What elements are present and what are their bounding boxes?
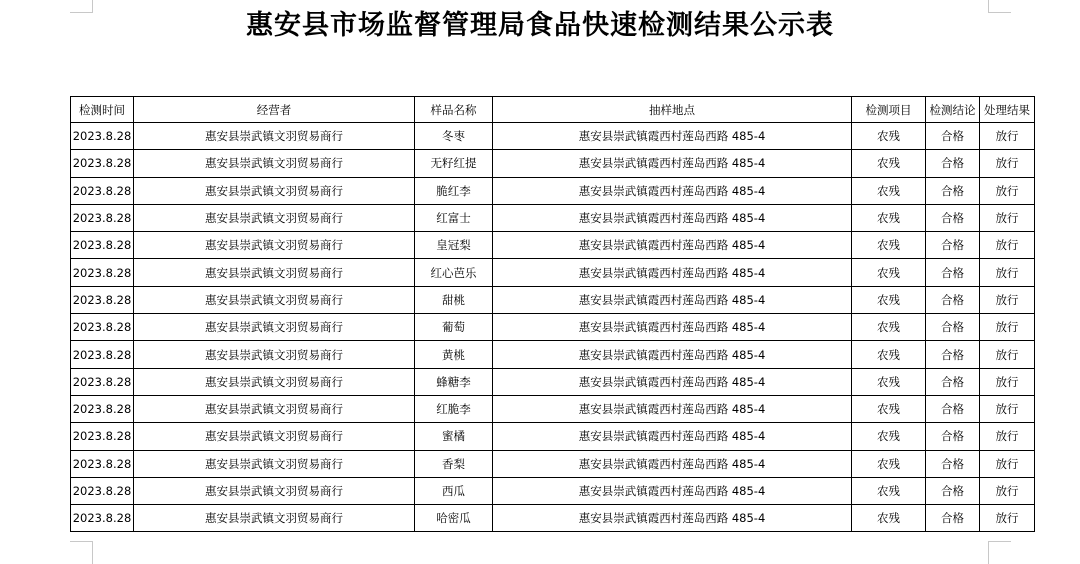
table-row xyxy=(71,259,1035,286)
cell-test-date: 2023.8.28 xyxy=(71,232,134,259)
cell-operator: 惠安县崇武镇文羽贸易商行 xyxy=(134,150,415,177)
cell-operator: 惠安县崇武镇文羽贸易商行 xyxy=(134,341,415,368)
cell-operator: 惠安县崇武镇文羽贸易商行 xyxy=(134,505,415,532)
cell-handling-result: 放行 xyxy=(980,286,1035,313)
cell-handling-result: 放行 xyxy=(980,259,1035,286)
cell-operator: 惠安县崇武镇文羽贸易商行 xyxy=(134,423,415,450)
header-row xyxy=(71,97,1035,123)
cell-sampling-location: 惠安县崇武镇霞西村莲岛西路 485-4 xyxy=(493,123,852,150)
table-row xyxy=(71,204,1035,231)
cell-test-conclusion: 合格 xyxy=(926,232,980,259)
cell-test-date: 2023.8.28 xyxy=(71,477,134,504)
table-row xyxy=(71,286,1035,313)
cell-test-date: 2023.8.28 xyxy=(71,204,134,231)
cell-handling-result: 放行 xyxy=(980,314,1035,341)
table-row xyxy=(71,423,1035,450)
cell-sample-name: 黄桃 xyxy=(415,341,493,368)
header-handling-result: 处理结果 xyxy=(980,97,1035,123)
cell-test-conclusion: 合格 xyxy=(926,177,980,204)
cell-operator: 惠安县崇武镇文羽贸易商行 xyxy=(134,450,415,477)
header-test-item: 检测项目 xyxy=(852,97,926,123)
cell-sampling-location: 惠安县崇武镇霞西村莲岛西路 485-4 xyxy=(493,450,852,477)
cell-handling-result: 放行 xyxy=(980,477,1035,504)
cell-operator: 惠安县崇武镇文羽贸易商行 xyxy=(134,286,415,313)
cell-sample-name: 脆红李 xyxy=(415,177,493,204)
cell-test-conclusion: 合格 xyxy=(926,395,980,422)
cell-test-item: 农残 xyxy=(852,286,926,313)
cell-handling-result: 放行 xyxy=(980,450,1035,477)
cell-operator: 惠安县崇武镇文羽贸易商行 xyxy=(134,204,415,231)
cell-sampling-location: 惠安县崇武镇霞西村莲岛西路 485-4 xyxy=(493,204,852,231)
cell-handling-result: 放行 xyxy=(980,177,1035,204)
cell-handling-result: 放行 xyxy=(980,232,1035,259)
table-body xyxy=(71,123,1035,532)
table-row xyxy=(71,232,1035,259)
cell-handling-result: 放行 xyxy=(980,395,1035,422)
header-test-conclusion: 检测结论 xyxy=(926,97,980,123)
cell-sample-name: 冬枣 xyxy=(415,123,493,150)
cell-test-date: 2023.8.28 xyxy=(71,150,134,177)
cell-sample-name: 西瓜 xyxy=(415,477,493,504)
cell-test-conclusion: 合格 xyxy=(926,123,980,150)
table-row xyxy=(71,314,1035,341)
cell-sample-name: 皇冠梨 xyxy=(415,232,493,259)
cell-test-date: 2023.8.28 xyxy=(71,286,134,313)
header-sample-name: 样品名称 xyxy=(415,97,493,123)
cell-test-conclusion: 合格 xyxy=(926,204,980,231)
cell-test-item: 农残 xyxy=(852,232,926,259)
cell-sample-name: 红脆李 xyxy=(415,395,493,422)
cell-test-item: 农残 xyxy=(852,505,926,532)
cell-sampling-location: 惠安县崇武镇霞西村莲岛西路 485-4 xyxy=(493,395,852,422)
cell-test-date: 2023.8.28 xyxy=(71,395,134,422)
cell-test-conclusion: 合格 xyxy=(926,314,980,341)
results-table xyxy=(70,96,1035,532)
header-test-date: 检测时间 xyxy=(71,97,134,123)
cell-test-conclusion: 合格 xyxy=(926,259,980,286)
table-row xyxy=(71,395,1035,422)
cell-test-date: 2023.8.28 xyxy=(71,505,134,532)
table-row xyxy=(71,150,1035,177)
cell-operator: 惠安县崇武镇文羽贸易商行 xyxy=(134,177,415,204)
cell-sample-name: 香梨 xyxy=(415,450,493,477)
cell-sample-name: 无籽红提 xyxy=(415,150,493,177)
table-header xyxy=(71,97,1035,123)
cell-test-item: 农残 xyxy=(852,423,926,450)
cell-test-item: 农残 xyxy=(852,150,926,177)
cell-test-item: 农残 xyxy=(852,123,926,150)
table-row xyxy=(71,450,1035,477)
cell-handling-result: 放行 xyxy=(980,368,1035,395)
cell-test-conclusion: 合格 xyxy=(926,450,980,477)
table-row xyxy=(71,341,1035,368)
cell-handling-result: 放行 xyxy=(980,341,1035,368)
cell-sample-name: 哈密瓜 xyxy=(415,505,493,532)
cell-operator: 惠安县崇武镇文羽贸易商行 xyxy=(134,123,415,150)
cell-test-date: 2023.8.28 xyxy=(71,423,134,450)
cell-test-item: 农残 xyxy=(852,341,926,368)
cell-sample-name: 蜜橘 xyxy=(415,423,493,450)
cell-sampling-location: 惠安县崇武镇霞西村莲岛西路 485-4 xyxy=(493,477,852,504)
cell-handling-result: 放行 xyxy=(980,423,1035,450)
cell-test-conclusion: 合格 xyxy=(926,505,980,532)
cell-test-date: 2023.8.28 xyxy=(71,259,134,286)
cell-operator: 惠安县崇武镇文羽贸易商行 xyxy=(134,314,415,341)
cell-test-conclusion: 合格 xyxy=(926,368,980,395)
cell-sampling-location: 惠安县崇武镇霞西村莲岛西路 485-4 xyxy=(493,286,852,313)
cell-sampling-location: 惠安县崇武镇霞西村莲岛西路 485-4 xyxy=(493,423,852,450)
cell-sampling-location: 惠安县崇武镇霞西村莲岛西路 485-4 xyxy=(493,232,852,259)
cell-test-conclusion: 合格 xyxy=(926,150,980,177)
cell-test-date: 2023.8.28 xyxy=(71,314,134,341)
header-sampling-location: 抽样地点 xyxy=(493,97,852,123)
cell-operator: 惠安县崇武镇文羽贸易商行 xyxy=(134,232,415,259)
cell-test-date: 2023.8.28 xyxy=(71,450,134,477)
cell-handling-result: 放行 xyxy=(980,150,1035,177)
cell-test-item: 农残 xyxy=(852,395,926,422)
cell-test-conclusion: 合格 xyxy=(926,341,980,368)
cell-sample-name: 蜂糖李 xyxy=(415,368,493,395)
cell-test-conclusion: 合格 xyxy=(926,286,980,313)
cell-test-conclusion: 合格 xyxy=(926,477,980,504)
cell-operator: 惠安县崇武镇文羽贸易商行 xyxy=(134,477,415,504)
cell-sampling-location: 惠安县崇武镇霞西村莲岛西路 485-4 xyxy=(493,341,852,368)
table-row xyxy=(71,368,1035,395)
cell-test-date: 2023.8.28 xyxy=(71,341,134,368)
document-title: 惠安县市场监督管理局食品快速检测结果公示表 xyxy=(246,10,834,41)
cell-test-item: 农残 xyxy=(852,259,926,286)
cell-test-item: 农残 xyxy=(852,450,926,477)
cell-sample-name: 红富士 xyxy=(415,204,493,231)
cell-handling-result: 放行 xyxy=(980,505,1035,532)
table-row xyxy=(71,505,1035,532)
table-row xyxy=(71,477,1035,504)
cell-sampling-location: 惠安县崇武镇霞西村莲岛西路 485-4 xyxy=(493,314,852,341)
cell-sample-name: 葡萄 xyxy=(415,314,493,341)
cell-test-item: 农残 xyxy=(852,204,926,231)
cell-test-conclusion: 合格 xyxy=(926,423,980,450)
cell-operator: 惠安县崇武镇文羽贸易商行 xyxy=(134,395,415,422)
cell-sample-name: 红心芭乐 xyxy=(415,259,493,286)
table-row xyxy=(71,177,1035,204)
header-operator: 经营者 xyxy=(134,97,415,123)
cell-handling-result: 放行 xyxy=(980,123,1035,150)
cell-sample-name: 甜桃 xyxy=(415,286,493,313)
cell-operator: 惠安县崇武镇文羽贸易商行 xyxy=(134,368,415,395)
cell-sampling-location: 惠安县崇武镇霞西村莲岛西路 485-4 xyxy=(493,259,852,286)
cell-test-date: 2023.8.28 xyxy=(71,368,134,395)
table-row xyxy=(71,123,1035,150)
cell-sampling-location: 惠安县崇武镇霞西村莲岛西路 485-4 xyxy=(493,368,852,395)
cell-handling-result: 放行 xyxy=(980,204,1035,231)
cell-test-item: 农残 xyxy=(852,368,926,395)
cell-operator: 惠安县崇武镇文羽贸易商行 xyxy=(134,259,415,286)
cell-sampling-location: 惠安县崇武镇霞西村莲岛西路 485-4 xyxy=(493,150,852,177)
cell-test-date: 2023.8.28 xyxy=(71,177,134,204)
cell-sampling-location: 惠安县崇武镇霞西村莲岛西路 485-4 xyxy=(493,505,852,532)
cell-sampling-location: 惠安县崇武镇霞西村莲岛西路 485-4 xyxy=(493,177,852,204)
cell-test-item: 农残 xyxy=(852,477,926,504)
cell-test-date: 2023.8.28 xyxy=(71,123,134,150)
cell-test-item: 农残 xyxy=(852,177,926,204)
cell-test-item: 农残 xyxy=(852,314,926,341)
